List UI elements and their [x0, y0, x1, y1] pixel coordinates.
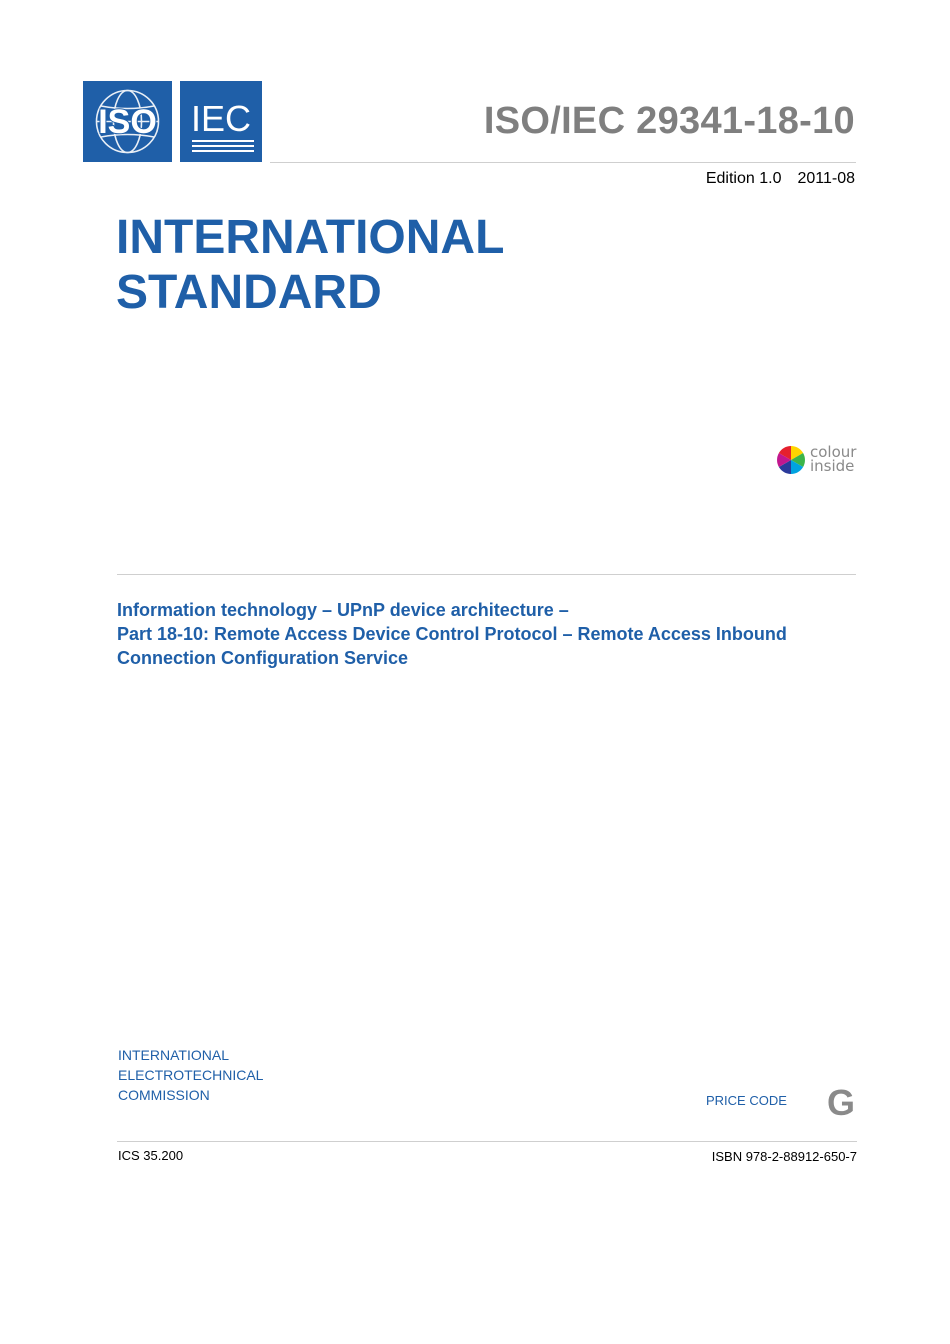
subject-divider: [117, 574, 856, 575]
colour-text-line-1: colour: [810, 443, 857, 461]
colour-inside-badge: [777, 445, 867, 479]
title-line-2: STANDARD: [116, 266, 382, 319]
colour-text-line-2: inside: [810, 457, 855, 475]
price-code-value: G: [827, 1082, 856, 1123]
standard-number: ISO/IEC 29341-18-10: [483, 100, 855, 142]
org-line-3: COMMISSION: [118, 1087, 210, 1103]
org-line-1: INTERNATIONAL: [118, 1047, 229, 1063]
iso-logo: [83, 81, 172, 162]
iec-logo: [180, 81, 262, 162]
document-subject: [117, 598, 857, 670]
subject-line-3: Connection Configuration Service: [117, 648, 409, 668]
colour-inside-text: [810, 445, 856, 473]
edition-label: Edition 1.0: [705, 170, 782, 187]
footer-divider: [117, 1141, 857, 1142]
title-line-1: INTERNATIONAL: [116, 211, 505, 264]
ics-code: ICS 35.200: [118, 1148, 184, 1163]
edition-date: 2011-08: [797, 170, 855, 187]
document-type-title: [116, 210, 504, 320]
colour-wheel-icon: [777, 446, 805, 474]
edition-info: [706, 170, 855, 188]
iec-logo-text: IEC: [190, 98, 252, 139]
iso-logo-text: ISO: [98, 103, 157, 141]
price-code-label: PRICE CODE: [706, 1093, 787, 1108]
org-line-2: ELECTROTECHNICAL: [118, 1067, 264, 1083]
isbn-number: ISBN 978-2-88912-650-7: [711, 1149, 857, 1164]
header-divider: [270, 162, 856, 163]
organization-name: [118, 1045, 263, 1105]
subject-line-1: Information technology – UPnP device architecture –: [117, 600, 569, 620]
subject-line-2: Part 18-10: Remote Access Device Control Protocol – Remote Access Inbound: [117, 624, 787, 644]
